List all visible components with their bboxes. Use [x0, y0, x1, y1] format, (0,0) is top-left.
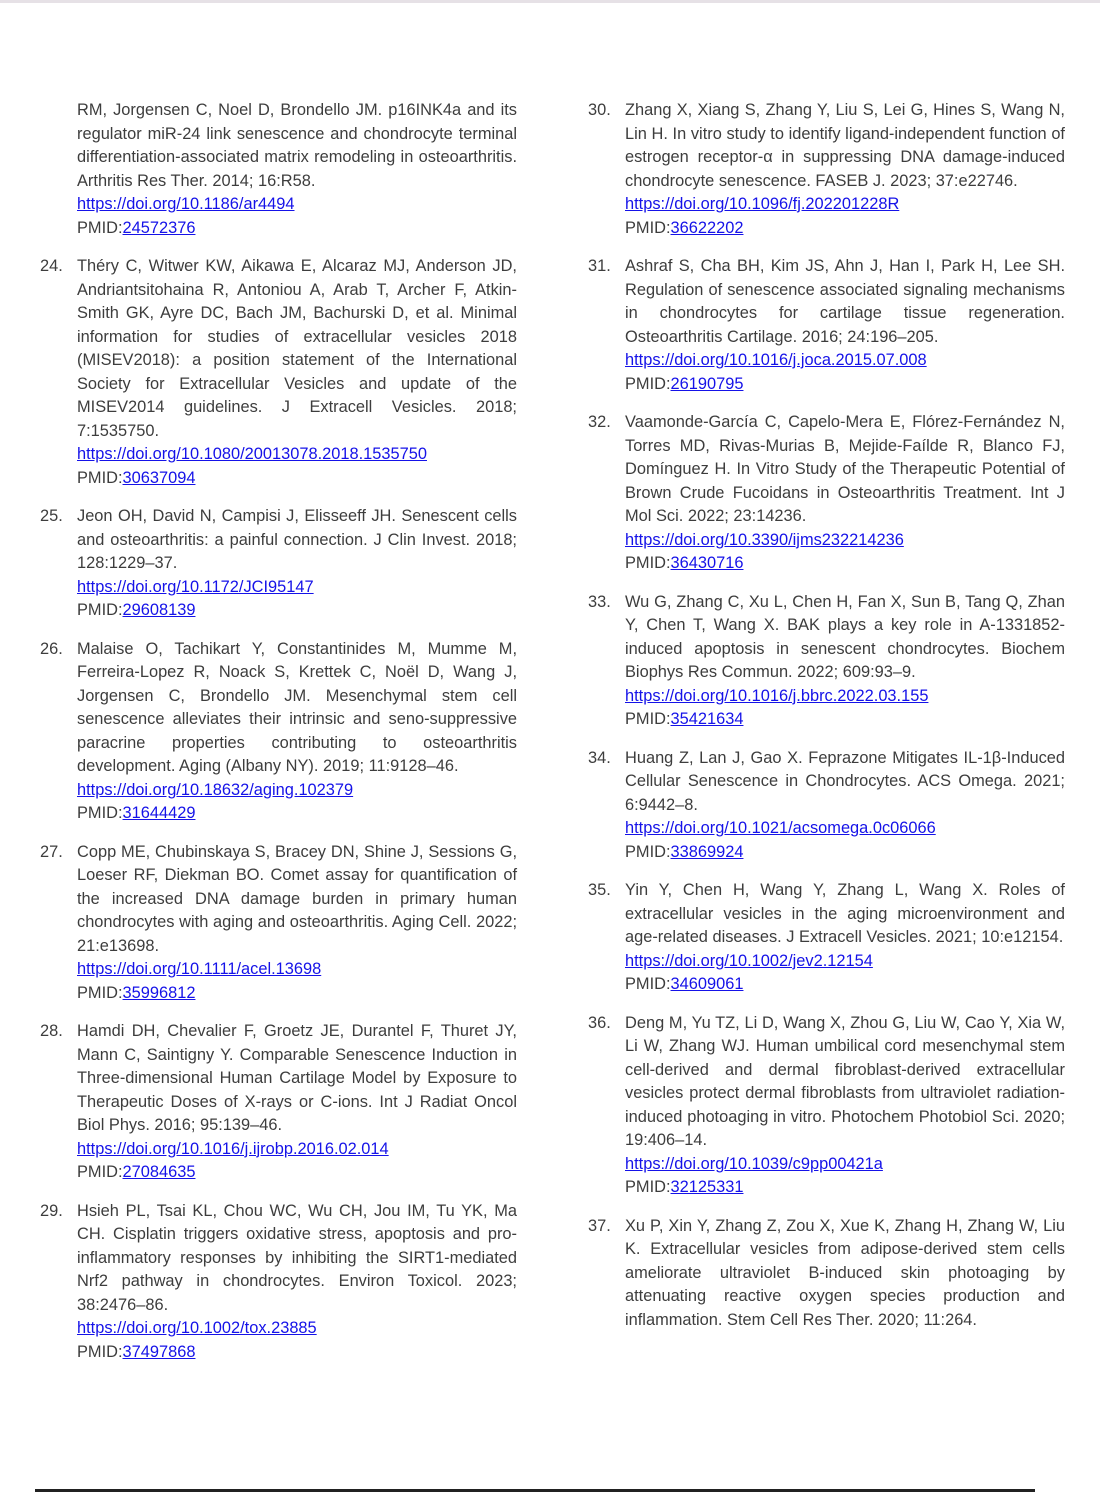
- reference-text: Théry C, Witwer KW, Aikawa E, Alcaraz MJ, Anderson JD, Andriantsitohaina R, Antoniou A, Arab T, Archer F, Atkin-Smith GK, Ayre DC, Bach JM, Bachurski D, et al. Minimal information for studies of extracellular vesicles 2018 (MISEV2018): a position statement of the International Society for Extracellular Vesicles and update of the MISEV2014 guidelines. J Extracell Vesicles. 2018; 7:1535750.: [77, 257, 517, 440]
- doi-link[interactable]: https://doi.org/10.1080/20013078.2018.1535750: [77, 445, 427, 463]
- doi-link[interactable]: https://doi.org/10.1002/tox.23885: [77, 1319, 317, 1337]
- reference-number: 27.: [40, 842, 63, 861]
- pmid-link[interactable]: 37497868: [122, 1342, 196, 1361]
- reference-number: 34.: [588, 748, 611, 767]
- pmid-row: [77, 1341, 517, 1365]
- pmid-label: PMID:: [77, 468, 123, 487]
- pmid-row: [77, 982, 517, 1006]
- reference-number: 28.: [40, 1022, 63, 1040]
- doi-link[interactable]: https://doi.org/10.1186/ar4494: [77, 195, 295, 213]
- pmid-row: [625, 973, 1065, 997]
- reference-number: 32.: [588, 413, 611, 431]
- doi-link[interactable]: https://doi.org/10.1111/acel.13698: [77, 960, 322, 978]
- pmid-row: [625, 708, 1065, 732]
- reference-item: [40, 255, 517, 490]
- pmid-row: [77, 217, 517, 241]
- doi-link[interactable]: https://doi.org/10.1016/j.ijrobp.2016.02.014: [77, 1139, 389, 1158]
- pmid-row: [625, 841, 1065, 865]
- reference-number: 26.: [40, 639, 63, 658]
- pmid-label: PMID:: [77, 601, 123, 619]
- pmid-row: [625, 1176, 1065, 1200]
- reference-text: Zhang X, Xiang S, Zhang Y, Liu S, Lei G, Hines S, Wang N, Lin H. In vitro study to identify ligand-independent function of estrogen receptor-α in suppressing DNA damage-induced chondrocyte senescence. FASEB J. 2023; 37:e22746.: [625, 101, 1065, 190]
- references-column-left: [40, 99, 517, 1379]
- reference-item: [588, 1215, 1065, 1333]
- pmid-row: [625, 373, 1065, 397]
- pmid-label: PMID:: [77, 1342, 123, 1361]
- pmid-row: [77, 467, 517, 491]
- pmid-label: PMID:: [625, 710, 671, 728]
- reference-number: 33.: [588, 592, 611, 611]
- pmid-row: [625, 217, 1065, 241]
- pmid-row: [625, 552, 1065, 576]
- pmid-link[interactable]: 31644429: [122, 804, 196, 822]
- reference-text: Ashraf S, Cha BH, Kim JS, Ahn J, Han I, Park H, Lee SH. Regulation of senescence associated signaling mechanisms in chondrocytes for cartilage tissue regeneration. Osteoarthritis Cartilage. 2016; 24:196–205.: [625, 257, 1065, 346]
- reference-text: Hsieh PL, Tsai KL, Chou WC, Wu CH, Jou IM, Tu YK, Ma CH. Cisplatin triggers oxidative stress, apoptosis and pro-inflammatory responses by inhibiting the SIRT1-mediated Nrf2 pathway in chondrocytes. Environ Toxicol. 2023; 38:2476–86.: [77, 1201, 517, 1314]
- pmid-label: PMID:: [625, 842, 671, 861]
- reference-number: 29.: [40, 1201, 63, 1220]
- reference-item: [588, 1012, 1065, 1200]
- reference-item: [588, 591, 1065, 732]
- reference-text: Wu G, Zhang C, Xu L, Chen H, Fan X, Sun B, Tang Q, Zhan Y, Chen T, Wang X. BAK plays a key role in A-1331852-induced apoptosis in senescent chondrocytes. Biochem Biophys Res Commun. 2022; 609:93–9.: [625, 592, 1065, 681]
- reference-text: Deng M, Yu TZ, Li D, Wang X, Zhou G, Liu W, Cao Y, Xia W, Li W, Zhang WJ. Human umbilical cord mesenchymal stem cell-derived and dermal fibroblast-derived extracellular vesicles protect dermal fibroblasts from ultraviolet radiation-induced photoaging in vitro. Photochem Photobiol Sci. 2020; 19:406–14.: [625, 1013, 1065, 1149]
- pmid-link[interactable]: 30637094: [122, 468, 196, 487]
- reference-number: 25.: [40, 507, 63, 525]
- reference-number: 24.: [40, 257, 63, 275]
- page-top-border: [0, 0, 1100, 3]
- pmid-link[interactable]: 36430716: [670, 554, 744, 572]
- pmid-label: PMID:: [625, 374, 671, 393]
- pmid-row: [77, 599, 517, 623]
- pmid-link[interactable]: 32125331: [670, 1178, 744, 1196]
- pmid-link[interactable]: 35421634: [670, 710, 744, 728]
- reference-item: [40, 505, 517, 623]
- reference-text: Yin Y, Chen H, Wang Y, Zhang L, Wang X. Roles of extracellular vesicles in the aging microenvironment and age-related diseases. J Extracell Vesicles. 2021; 10:e12154.: [625, 881, 1065, 946]
- reference-item: [40, 1020, 517, 1185]
- pmid-link[interactable]: 24572376: [122, 218, 196, 237]
- pmid-row: [77, 1161, 517, 1185]
- reference-item: [40, 1200, 517, 1365]
- reference-item: [588, 411, 1065, 576]
- reference-item: [40, 638, 517, 826]
- pmid-row: [77, 802, 517, 826]
- reference-number: 30.: [588, 101, 611, 119]
- pmid-link[interactable]: 29608139: [122, 601, 196, 619]
- pmid-link[interactable]: 26190795: [670, 374, 744, 393]
- doi-link[interactable]: https://doi.org/10.1016/j.bbrc.2022.03.155: [625, 686, 929, 705]
- reference-item: [588, 747, 1065, 865]
- pmid-label: PMID:: [625, 1178, 671, 1196]
- footer-rule: [35, 1489, 1035, 1492]
- references-column-right: [588, 99, 1065, 1379]
- doi-link[interactable]: https://doi.org/10.1172/JCI95147: [77, 577, 314, 596]
- doi-link[interactable]: https://doi.org/10.1002/jev2.12154: [625, 951, 873, 970]
- reference-number: 36.: [588, 1013, 611, 1032]
- reference-text: Copp ME, Chubinskaya S, Bracey DN, Shine J, Sessions G, Loeser RF, Diekman BO. Comet assay for quantification of the increased DNA damage burden in primary human chondrocytes with aging and osteoarthritis. Aging Cell. 2022; 21:e13698.: [77, 842, 517, 955]
- reference-item: [40, 99, 517, 240]
- references-columns: [40, 99, 1065, 1379]
- doi-link[interactable]: https://doi.org/10.1039/c9pp00421a: [625, 1154, 883, 1173]
- doi-link[interactable]: https://doi.org/10.18632/aging.102379: [77, 780, 354, 799]
- reference-text: Jeon OH, David N, Campisi J, Elisseeff JH. Senescent cells and osteoarthritis: a painful connection. J Clin Invest. 2018; 128:1229–37.: [77, 507, 517, 572]
- reference-number: 37.: [588, 1216, 611, 1235]
- pmid-label: PMID:: [625, 218, 671, 237]
- doi-link[interactable]: https://doi.org/10.1016/j.joca.2015.07.008: [625, 351, 927, 369]
- doi-link[interactable]: https://doi.org/10.3390/ijms232214236: [625, 530, 904, 549]
- pmid-label: PMID:: [77, 983, 123, 1002]
- reference-text: Xu P, Xin Y, Zhang Z, Zou X, Xue K, Zhang H, Zhang W, Liu K. Extracellular vesicles from adipose-derived stem cells ameliorate ultraviolet B-induced skin photoaging by attenuating reactive oxygen species production and inflammation. Stem Cell Res Ther. 2020; 11:264.: [625, 1216, 1065, 1329]
- reference-text: Hamdi DH, Chevalier F, Groetz JE, Durantel F, Thuret JY, Mann C, Saintigny Y. Comparable Senescence Induction in Three-dimensional Human Cartilage Model by Exposure to Therapeutic Doses of X-rays or C-ions. Int J Radiat Oncol Biol Phys. 2016; 95:139–46.: [77, 1022, 517, 1134]
- reference-text: Huang Z, Lan J, Gao X. Feprazone Mitigates IL-1β-Induced Cellular Senescence in Chondrocytes. ACS Omega. 2021; 6:9442–8.: [625, 748, 1065, 814]
- reference-item: [588, 99, 1065, 240]
- reference-number: 35.: [588, 881, 611, 899]
- pmid-label: PMID:: [77, 218, 123, 237]
- reference-text: Vaamonde-García C, Capelo-Mera E, Flórez-Fernández N, Torres MD, Rivas-Murias B, Mejide-Faílde R, Blanco FJ, Domínguez H. In Vitro Study of the Therapeutic Potential of Brown Crude Fucoidans in Osteoarthritis Treatment. Int J Mol Sci. 2022; 23:14236.: [625, 413, 1065, 525]
- reference-number: 31.: [588, 257, 611, 275]
- pmid-label: PMID:: [77, 1163, 123, 1181]
- reference-item: [588, 255, 1065, 396]
- pmid-link[interactable]: 35996812: [122, 983, 196, 1002]
- reference-text: Malaise O, Tachikart Y, Constantinides M, Mumme M, Ferreira-Lopez R, Noack S, Krettek C, Noël D, Wang J, Jorgensen C, Brondello JM. Mesenchymal stem cell senescence alleviates their intrinsic and seno-suppressive paracrine properties contributing to osteoarthritis development. Aging (Albany NY). 2019; 11:9128–46.: [77, 639, 517, 775]
- pmid-label: PMID:: [625, 554, 671, 572]
- doi-link[interactable]: https://doi.org/10.1021/acsomega.0c06066: [625, 819, 936, 837]
- pmid-link[interactable]: 34609061: [670, 975, 744, 993]
- reference-item: [588, 879, 1065, 997]
- reference-item: [40, 841, 517, 1006]
- pmid-label: PMID:: [77, 804, 123, 822]
- pmid-label: PMID:: [625, 975, 671, 993]
- pmid-link[interactable]: 33869924: [670, 842, 744, 861]
- doi-link[interactable]: https://doi.org/10.1096/fj.202201228R: [625, 195, 900, 213]
- reference-text: RM, Jorgensen C, Noel D, Brondello JM. p16INK4a and its regulator miR-24 link senescence and chondrocyte terminal differentiation-associated matrix remodeling in osteoarthritis. Arthritis Res Ther. 2014; 16:R58.: [77, 101, 517, 190]
- pmid-link[interactable]: 36622202: [670, 218, 744, 237]
- pmid-link[interactable]: 27084635: [122, 1163, 196, 1181]
